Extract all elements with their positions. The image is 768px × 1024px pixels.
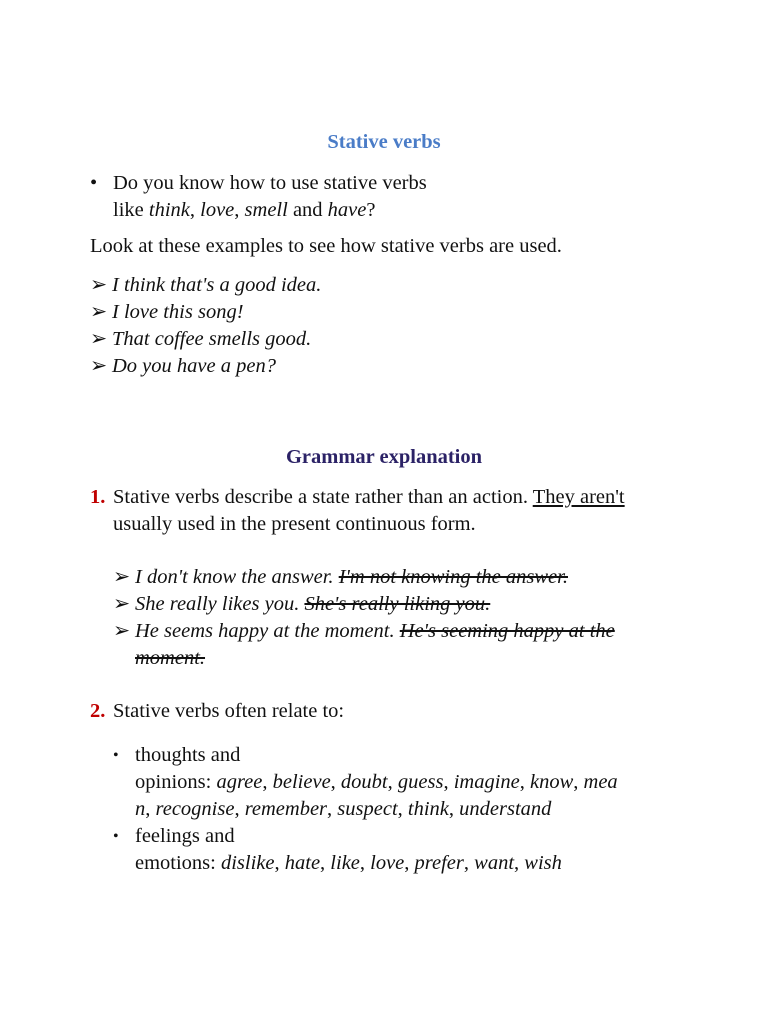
arrow-bullet-icon: ➢ [113,593,131,615]
examples-list [90,272,690,380]
verb-love: love [200,199,235,221]
category-list [113,742,693,877]
example-item: ➢ I love this song! [90,299,690,326]
arrow-bullet-icon: ➢ [90,328,108,350]
wrong-example-continued: moment. [135,647,206,669]
arrow-bullet-icon: ➢ [113,620,131,642]
verb-have: have [327,199,367,221]
wrong-example: I'm not knowing the answer. [338,566,568,588]
example-item [113,564,693,591]
examples-lead: Look at these examples to see how stative verbs are used. [90,235,562,257]
point-2: 2. Stative verbs often relate to: [90,698,690,725]
section-title-grammar-explanation: Grammar explanation [285,446,483,468]
list-item: • feelings and emotions: dislike, hate, like, love, prefer, want, wish [113,823,693,877]
example-item: ➢ That coffee smells good. [90,326,690,353]
correct-example: I don't know the answer. [135,566,334,588]
wrong-example: She's really liking you. [304,593,491,615]
wrong-example: He's seeming happy at the [399,620,615,642]
bullet-icon: • [113,747,119,764]
list-item: • thoughts and opinions: agree, believe, doubt, guess, imagine, know, mea n, recognise, remember, suspect, think, understand [113,742,693,823]
underlined-phrase: They aren't [532,486,625,508]
point-number: 2. [90,700,106,722]
section-title-stative-verbs: Stative verbs [327,131,441,153]
bullet-icon: • [90,172,98,194]
example-item: ➢ I think that's a good idea. [90,272,690,299]
example-item [113,618,693,645]
arrow-bullet-icon: ➢ [90,274,108,296]
intro-line-1: Do you know how to use stative verbs [113,172,427,194]
correct-example: She really likes you. [135,593,300,615]
verb-think: think [148,199,190,221]
correct-example: He seems happy at the moment. [135,620,395,642]
intro-line-2: like think, love, smell and have? [113,199,376,221]
verb-smell: smell [244,199,288,221]
point-1: 1. Stative verbs describe a state rather than an action. They aren't usually used in the present continuous form. [90,484,690,538]
arrow-bullet-icon: ➢ [90,301,108,323]
grammar-examples [113,564,693,672]
example-item [113,591,693,618]
arrow-bullet-icon: ➢ [90,355,108,377]
point-number: 1. [90,486,106,508]
example-item: ➢ Do you have a pen? [90,353,690,380]
arrow-bullet-icon: ➢ [113,566,131,588]
intro-bullet [90,170,690,224]
bullet-icon: • [113,828,119,845]
